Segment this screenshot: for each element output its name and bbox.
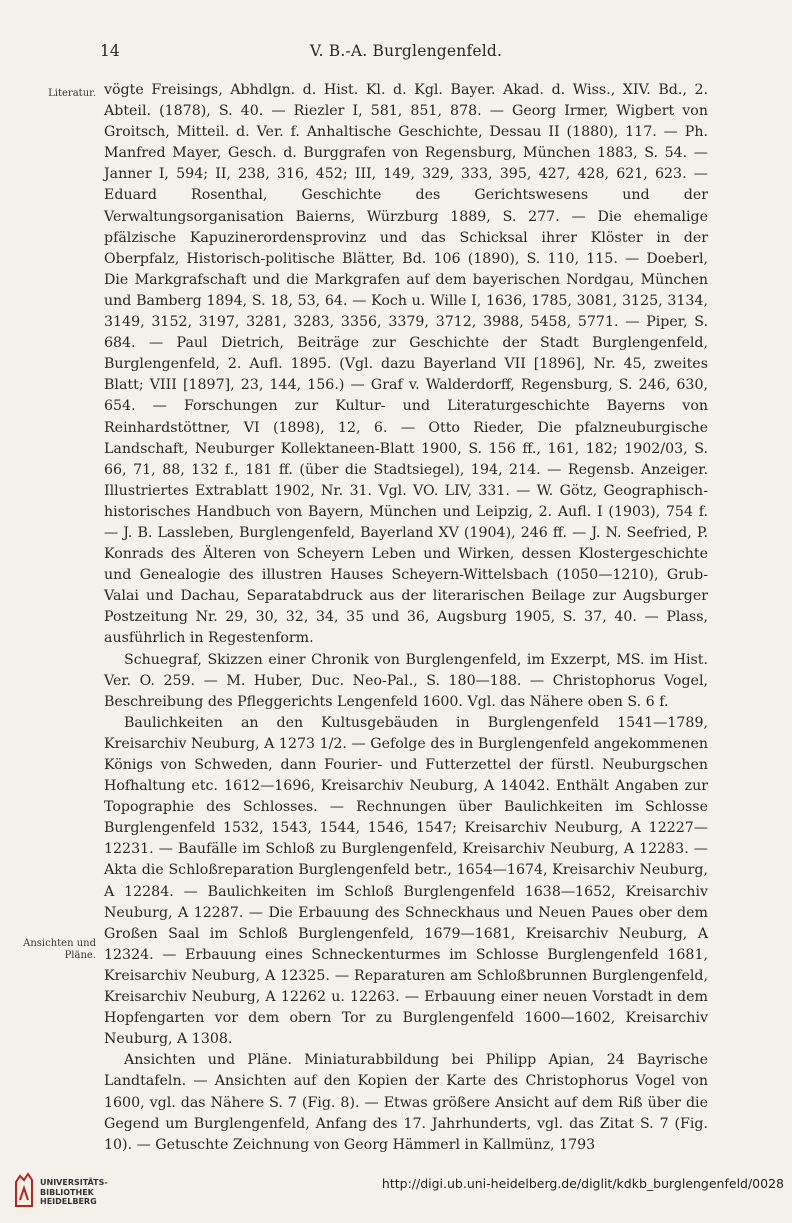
logo-line-1: UNIVERSITÄTS- [40, 1178, 108, 1187]
source-url[interactable]: http://digi.ub.uni-heidelberg.de/diglit/kdkb_burglengenfeld/0028 [381, 1176, 784, 1191]
paragraph-literatur: vögte Freisings, Abhdlgn. d. Hist. Kl. d. Kgl. Bayer. Akad. d. Wiss., XIV. Bd., 2. Abteil. (1878), S. 40. — Riezler I, 581, 851, 878. — Georg Irmer, Wigbert von Groitsch, Mitteil. d. Ver. f. Anhaltische Geschichte, Dessau II (1880), 117. — Ph. Manfred Mayer, Gesch. d. Burggrafen von Regensburg, München 1883, S. 54. — Janner I, 594; II, 238, 316, 452; III, 149, 329, 333, 395, 427, 428, 621, 623. — Eduard Rosenthal, Geschichte des Gerichtswesens und der Verwaltungsorganisation Baierns, Würzburg 1889, S. 277. — Die ehemalige pfälzische Kapuzinerordensprovinz und das Schicksal ihrer Klöster in der Oberpfalz, Historisch-politische Blätter, Bd. 106 (1890), S. 110, 115. — Doeberl, Die Markgrafschaft und die Markgrafen auf dem bayerischen Nordgau, München und Bamberg 1894, S. 18, 53, 64. — Koch u. Wille I, 1636, 1785, 3081, 3125, 3134, 3149, 3152, 3197, 3281, 3283, 3356, 3379, 3712, 3988, 5458, 5771. — Piper, S. 684. — Paul Dietrich, Beiträge zur Geschichte der Stadt Burglengenfeld, Burglengenfeld, 2. Aufl. 1895. (Vgl. dazu Bayerland VII [1896], Nr. 45, zweites Blatt; VIII [1897], 23, 144, 156.) — Graf v. Walderdorff, Regensburg, S. 246, 630, 654. — Forschungen zur Kultur- und Literaturgeschichte Bayerns von Reinhardstöttner, VI (1898), 12, 6. — Otto Rieder, Die pfalzneuburgische Landschaft, Neuburger Kollektaneen-Blatt 1900, S. 156 ff., 161, 182; 1902/03, S. 66, 71, 88, 132 f., 181 ff. (über die Stadtsiegel), 194, 214. — Regensb. Anzeiger. Illustriertes Extrablatt 1902, Nr. 31. Vgl. VO. LIV, 331. — W. Götz, Geographisch-historisches Handbuch von Bayern, München und Leipzig, 2. Aufl. I (1903), 754 f. — J. B. Lassleben, Burglengenfeld, Bayerland XV (1904), 246 ff. — J. N. Seefried, P. Konrads des Älteren von Scheyern Leben und Wirken, dessen Klostergeschichte und Genealogie des illustren Hauses Scheyern-Wittelsbach (1050—1210), Grub-Valai und Dachau, Separatabdruck aus der literarischen Beilage zur Augsburger Postzeitung Nr. 29, 30, 32, 34, 35 und 36, Augsburg 1905, S. 37, 40. — Plass, ausführlich in Regestenform. [104, 82, 708, 647]
paragraph-schuegraf: Schuegraf, Skizzen einer Chronik von Burglengenfeld, im Exzerpt, MS. im Hist. Ver. O. 259. — M. Huber, Duc. Neo-Pal., S. 180—188. — Christophorus Vogel, Beschreibung des Pfleggerichts Lengenfeld 1600. Vgl. das Nähere oben S. 6 f. [104, 651, 708, 710]
paragraph-baulichkeiten: Baulichkeiten an den Kultusgebäuden in Burglengenfeld 1541—1789, Kreisarchiv Neuburg, A 1273 1/2. — Gefolge des in Burglengenfeld angekommenen Königs von Schweden, dann Fourier- und Futterzettel der fürstl. Neuburgschen Hofhaltung etc. 1612—1696, Kreisarchiv Neuburg, A 14042. Enthält Angaben zur Topographie des Schlosses. — Rechnungen über Baulichkeiten im Schlosse Burglengenfeld 1532, 1543, 1544, 1546, 1547; Kreisarchiv Neuburg, A 12227—12231. — Baufälle im Schloß zu Burglengenfeld, Kreisarchiv Neuburg, A 12283. — Akta die Schloßreparation Burglengenfeld betr., 1654—1674, Kreisarchiv Neuburg, A 12284. — Baulichkeiten im Schloß Burglengenfeld 1638—1652, Kreisarchiv Neuburg, A 12287. — Die Erbauung des Schneckhaus und Neuen Paues ober dem Großen Saal im Schloß Burglengenfeld, 1679—1681, Kreisarchiv Neuburg, A 12324. — Erbauung eines Schneckenturmes im Schlosse Burglengenfeld 1681, Kreisarchiv Neuburg, A 12325. — Reparaturen am Schloßbrunnen Burglengenfeld, Kreisarchiv Neuburg, A 12262 u. 12263. — Erbauung einer neuen Vorstadt in dem Hopfengarten vor dem obern Tor zu Burglengenfeld 1600—1602, Kreisarchiv Neuburg, A 1308. [104, 714, 708, 1048]
margin-note-literatur: Literatur. [48, 88, 96, 99]
logo-line-3: HEIDELBERG [40, 1197, 97, 1206]
running-title: V. B.-A. Burglengenfeld. [309, 42, 503, 60]
page-number: 14 [100, 42, 120, 60]
heidelberg-lion-icon [12, 1170, 36, 1210]
body-text [104, 80, 708, 1156]
footer [0, 1160, 792, 1223]
logo-text [40, 1178, 108, 1207]
logo-line-2: BIBLIOTHEK [40, 1187, 94, 1197]
page-header [100, 40, 712, 66]
margin-note-ansichten: Ansichten und Pläne. [23, 938, 96, 961]
paragraph-ansichten: Ansichten und Pläne. Miniaturabbildung bei Philipp Apian, 24 Bayrische Landtafeln. — Ansichten auf den Kopien der Karte des Christophorus Vogel von 1600, vgl. das Nähere S. 7 (Fig. 8). — Etwas größere Ansicht auf dem Riß über die Gegend um Burglengenfeld, Anfang des 17. Jahrhunderts, vgl. das Zitat S. 7 (Fig. 10). — Getuschte Zeichnung von Georg Hämmerl in Kallmünz, 1793 [104, 1052, 708, 1153]
library-logo[interactable] [10, 1166, 130, 1212]
